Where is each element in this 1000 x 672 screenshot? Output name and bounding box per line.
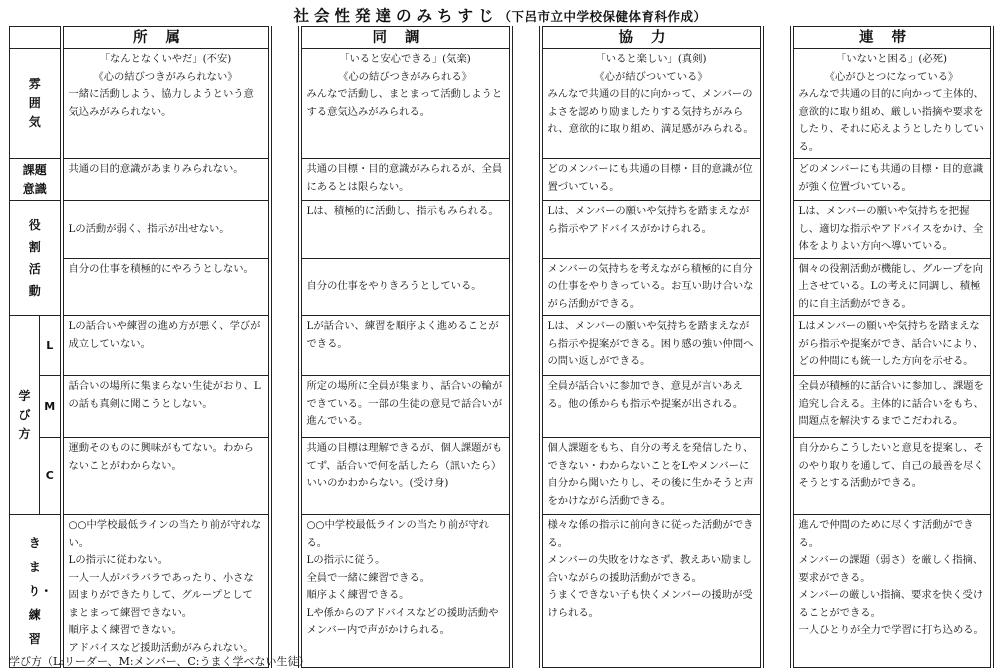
learn-C-docho: 共通の目標は理解できるが、個人課題がもてず、話合いで何を話したら（訊いたら）いいのかわからない。(受け身) [300, 438, 511, 515]
learn-L-docho: Lが話合い、練習を順序よく進めることができる。 [300, 316, 511, 376]
awareness-kyoryoku: どのメンバーにも共通の目標・目的意識が位置づいている。 [541, 159, 762, 201]
category-atmosphere: 雰囲気 [10, 49, 62, 159]
atmosphere-shozoku: 「なんとなくいやだ」(不安) 《心の結びつきがみられない》 一緒に活動しよう、協力しようという意気込みがみられない。 [62, 49, 270, 159]
rules-rentai: 進んで仲間のために尽くす活動ができる。 メンバーの課題（弱さ）を厳しく指摘、要求ができる。 メンバーの厳しい指摘、要求を快く受けることができる。 一人ひとりが全力で学習に打ち込める。 [792, 515, 992, 668]
learn-C-kyoryoku: 個人課題をもち、自分の考えを発信したり、できない・わからないことをLやメンバーに自分から聞いたりし、その後に生かそうと声をかけながら活動できる。 [541, 438, 762, 515]
category-learning: 学び方 [10, 316, 40, 515]
role-a-docho: Lは、積極的に活動し、指示もみられる。 [300, 201, 511, 259]
awareness-docho: 共通の目標・目的意識がみられるが、全員にあるとは限らない。 [300, 159, 511, 201]
role-a-kyoryoku: Lは、メンバーの願いや気持ちを踏まえながら指示やアドバイスがかけられる。 [541, 201, 762, 259]
learn-M-rentai: 全員が積極的に話合いに参加し、課題を追究し合える。主体的に話合いをもち、問題点を解決するまでこだわれる。 [792, 376, 992, 438]
header-docho: 同調 [300, 27, 511, 49]
header-rentai: 連帯 [792, 27, 992, 49]
learn-M-kyoryoku: 全員が話合いに参加でき、意見が言いあえる。他の係からも指示や提案が出される。 [541, 376, 762, 438]
learn-L-shozoku: Lの話合いや練習の進め方が悪く、学びが成立していない。 [62, 316, 270, 376]
learn-C-shozoku: 運動そのものに興味がもてない。わからないことがわからない。 [62, 438, 270, 515]
rules-docho: ○○中学校最低ラインの当たり前が守れる。 Lの指示に従う。 全員で一緒に練習できる。 順序よく練習できる。 Lや係からのアドバイスなどの援助活動やメンバー内で声がかけられる。 [300, 515, 511, 668]
awareness-shozoku: 共通の目的意識があまりみられない。 [62, 159, 270, 201]
role-b-kyoryoku: メンバーの気持ちを考えながら積極的に自分の仕事をやりきっている。お互い助け合いながら活動ができる。 [541, 258, 762, 316]
atmosphere-docho: 「いると安心できる」(気楽) 《心の結びつきがみられる》 みんなで活動し、まとまって活動しようとする意気込みがみられる。 [300, 49, 511, 159]
awareness-rentai: どのメンバーにも共通の目標・目的意識が強く位置づいている。 [792, 159, 992, 201]
footnote: 学び方（L:リーダー、M:メンバー、C:うまく学べない生徒） [9, 655, 310, 668]
rules-shozoku: ○○中学校最低ラインの当たり前が守れない。 Lの指示に従わない。 一人一人がバラバラであったり、小さな固まりができたりして、グループとしてまとまって練習できない。 順序よく練習できない。 アドバイスなど援助活動がみられない。 [62, 515, 270, 668]
title-main: 社会性発達のみちすじ [293, 7, 499, 25]
level-leader: L [40, 316, 62, 376]
role-b-shozoku: 自分の仕事を積極的にやろうとしない。 [62, 258, 270, 316]
title-sub: （下呂市立中学校保健体育科作成） [498, 9, 707, 24]
atmosphere-kyoryoku: 「いると楽しい」(真剣) 《心が結びついている》 みんなで共通の目的に向かって、メンバーのよさを認めり励ましたりする気持ちがみられ、意欲的に取り組め、満足感がみられる。 [541, 49, 762, 159]
category-awareness: 課題意識 [10, 159, 62, 201]
role-a-shozoku: Lの活動が弱く、指示が出せない。 [62, 201, 270, 259]
atmosphere-rentai: 「いないと困る」(必死) 《心がひとつになっている》 みんなで共通の目的に向かって主体的、意欲的に取り組め、厳しい指摘や要求をしたり、それに応えようとしたりしている。 [792, 49, 992, 159]
level-struggling: C [40, 438, 62, 515]
development-table [9, 26, 994, 668]
role-b-docho: 自分の仕事をやりきろうとしている。 [300, 258, 511, 316]
learn-M-docho: 所定の場所に全員が集まり、話合いの輪ができている。一部の生徒の意見で話合いが進んでいる。 [300, 376, 511, 438]
learn-M-shozoku: 話合いの場所に集まらない生徒がおり、Lの話も真剣に聞こうとしない。 [62, 376, 270, 438]
learn-L-rentai: Lはメンバーの願いや気持ちを踏まえながら指示や提案ができ、話合いにより、どの仲間にも統一した方向を示せる。 [792, 316, 992, 376]
role-a-rentai: Lは、メンバーの願いや気持ちを把握し、適切な指示やアドバイスをかけ、全体をよりよい方向へ導いている。 [792, 201, 992, 259]
category-rules: きまり・練習 [10, 515, 62, 668]
level-member: M [40, 376, 62, 438]
learn-C-rentai: 自分からこうしたいと意見を提案し、そのやり取りを通して、自己の最善を尽くそうとする活動ができる。 [792, 438, 992, 515]
learn-L-kyoryoku: Lは、メンバーの願いや気持ちを踏まえながら指示や提案ができる。困り感の強い仲間への問い返しができる。 [541, 316, 762, 376]
corner-cell [10, 27, 62, 49]
header-kyoryoku: 協力 [541, 27, 762, 49]
page-title [0, 4, 1000, 26]
rules-kyoryoku: 様々な係の指示に前向きに従った活動ができる。 メンバーの失敗をけなさず、教えあい励まし合いながらの援助活動ができる。 うまくできない子も快くメンバーの援助が受けられる。 [541, 515, 762, 668]
header-shozoku: 所属 [62, 27, 270, 49]
role-b-rentai: 個々の役割活動が機能し、グループを向上させている。Lの考えに同調し、積極的に自主活動ができる。 [792, 258, 992, 316]
category-role: 役割活動 [10, 201, 62, 316]
